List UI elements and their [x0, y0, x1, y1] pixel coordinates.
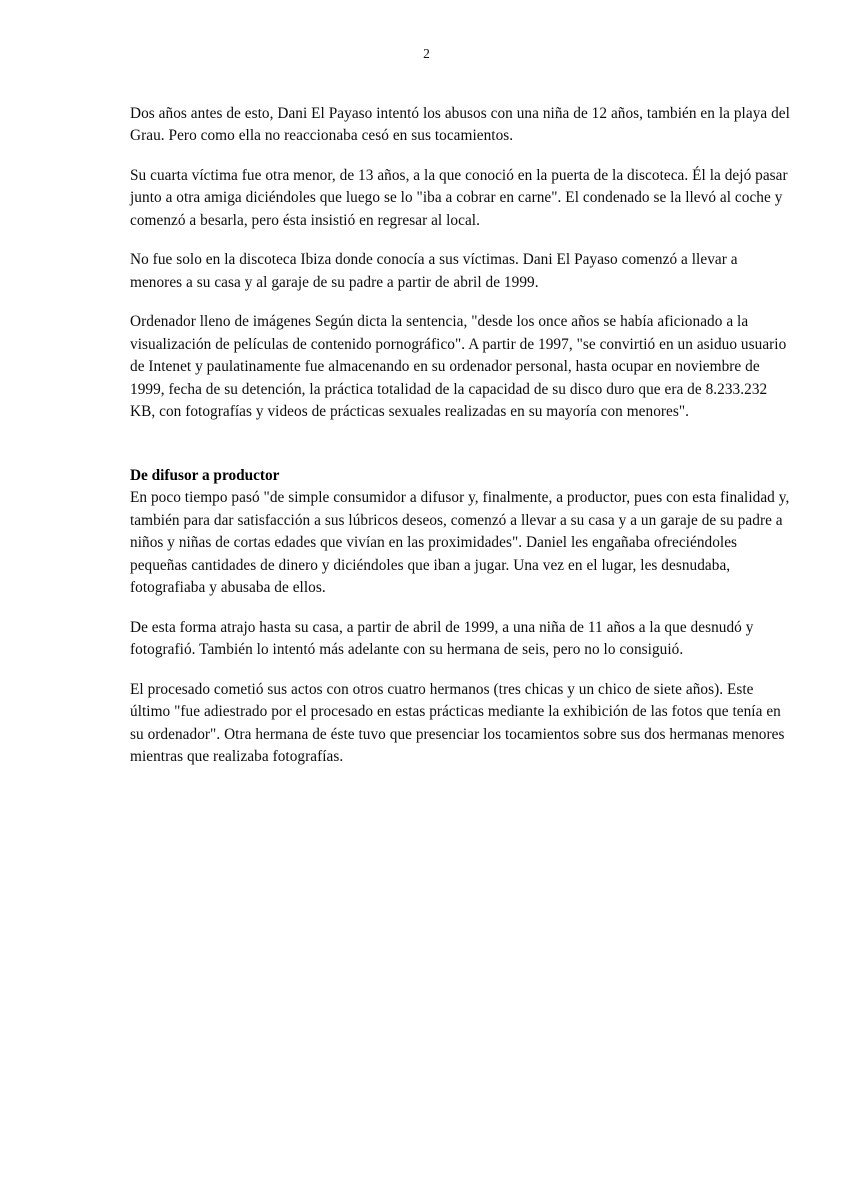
- paragraph: No fue solo en la discoteca Ibiza donde conocía a sus víctimas. Dani El Payaso comenzó a llevar a menores a su casa y al garaje de su padre a partir de abril de 1999.: [130, 251, 738, 291]
- section-spacer: [130, 441, 793, 452]
- paragraph: Ordenador lleno de imágenes Según dicta la sentencia, "desde los once años se había aficionado a la visualización de películas de contenido pornográfico". A partir de 1997, "se convirtió en un asiduo usuario de Intenet y paulatinamente fue almacenando en su ordenador personal, hasta ocupar en noviembre de 1999, fecha de su detención, la práctica totalidad de la capacidad de su disco duro que era de 8.233.232 KB, con fotografías y videos de prácticas sexuales realizadas en su mayoría con menores".: [130, 313, 787, 421]
- section-block: [130, 465, 793, 600]
- paragraph: En poco tiempo pasó "de simple consumidor a difusor y, finalmente, a productor, pues con esta finalidad y, también para dar satisfacción a sus lúbricos deseos, comenzó a llevar a su casa y a un garaje de su padre a niños y niñas de cortas edades que vivían en las proximidades". Daniel les engañaba ofreciéndoles pequeñas cantidades de dinero y diciéndoles que iban a jugar. Una vez en el lugar, les desnudaba, fotografiaba y abusaba de ellos.: [130, 489, 790, 597]
- document-body: [130, 103, 793, 769]
- paragraph: Dos años antes de esto, Dani El Payaso intentó los abusos con una niña de 12 años, también en la playa del Grau. Pero como ella no reaccionaba cesó en sus tocamientos.: [130, 105, 790, 145]
- section-heading: De difusor a productor: [130, 466, 280, 484]
- paragraph: De esta forma atrajo hasta su casa, a partir de abril de 1999, a una niña de 11 años a la que desnudó y fotografió. También lo intentó más adelante con su hermana de seis, pero no lo consiguió.: [130, 618, 754, 659]
- paragraph: El procesado cometió sus actos con otros cuatro hermanos (tres chicas y un chico de siete años). Este último "fue adiestrado por el procesado en estas prácticas mediante la exhibición de las fotos que tenía en su ordenador". Otra hermana de éste tuvo que presenciar los tocamientos sobre sus dos hermanas menores mientras que realizaba fotografías.: [130, 680, 785, 766]
- paragraph: Su cuarta víctima fue otra menor, de 13 años, a la que conoció en la puerta de la discoteca. Él la dejó pasar junto a otra amiga diciéndoles que luego se lo "iba a cobrar en carne". El condenado se la llevó al coche y comenzó a besarla, pero ésta insistió en regresar al local.: [130, 166, 788, 229]
- page-number: 2: [423, 46, 430, 61]
